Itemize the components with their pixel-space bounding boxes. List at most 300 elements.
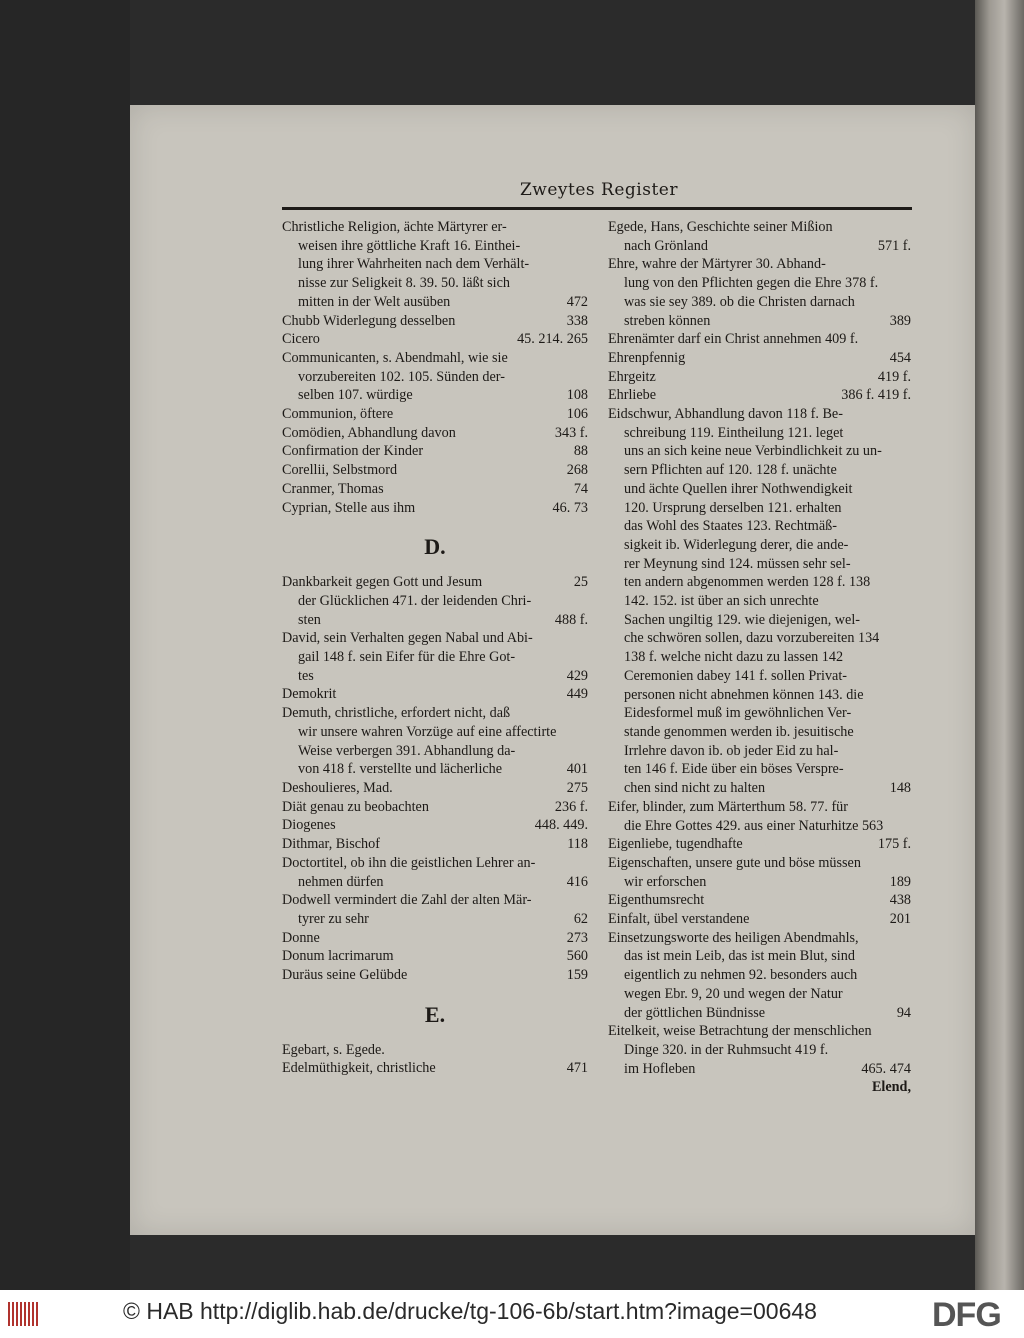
entry-text: Christliche Religion, ächte Märtyrer er-: [282, 219, 507, 235]
page-reference: [905, 966, 911, 985]
entry-text: Ehrgeitz: [608, 368, 656, 385]
entry-continuation-line: [608, 274, 911, 293]
page-reference: [905, 1041, 911, 1060]
entry-continuation-line: [608, 873, 911, 892]
entry-headword-line: [282, 330, 588, 349]
entry-headword-line: [608, 1022, 911, 1041]
page-reference: [905, 686, 911, 705]
entry-text: Donne: [282, 929, 320, 946]
page-reference: [582, 349, 588, 368]
entry-text: 138 f. welche nicht dazu zu lassen 142: [624, 649, 844, 666]
entry-headword-line: [282, 835, 588, 854]
entry-text: wegen Ebr. 9, 20 und wegen der Natur: [624, 985, 843, 1002]
page-reference: [582, 592, 588, 611]
entry-continuation-line: [608, 742, 911, 761]
index-entry: [282, 816, 588, 835]
entry-headword-line: [282, 461, 588, 480]
entry-headword-line: [282, 966, 588, 985]
entry-continuation-line: [608, 723, 911, 742]
page-reference: [905, 274, 911, 293]
entry-headword-line: [282, 891, 588, 910]
index-entry: [608, 368, 911, 387]
page-reference: [905, 985, 911, 1004]
entry-text: weisen ihre göttliche Kraft 16. Einthei-: [298, 237, 521, 254]
page-reference: [582, 854, 588, 873]
page-reference: [905, 817, 911, 836]
entry-text: selben 107. würdige: [298, 387, 413, 404]
entry-continuation-line: [608, 966, 911, 985]
index-entry: [282, 798, 588, 817]
page-reference: [905, 667, 911, 686]
index-entry: [608, 891, 911, 910]
entry-text: sigkeit ib. Widerlegung derer, die ande-: [624, 536, 849, 553]
page-reference: [582, 648, 588, 667]
section-letter: D.: [424, 534, 446, 560]
entry-text: schreibung 119. Eintheilung 121. leget: [624, 424, 844, 441]
page-reference: [905, 499, 911, 518]
page-reference: 268: [566, 462, 588, 479]
running-head: Zweytes Register: [520, 180, 678, 200]
entry-headword-line: [282, 573, 588, 592]
page-reference: 343 f.: [554, 424, 588, 441]
entry-continuation-line: [608, 686, 911, 705]
page-reference: 386 f. 419 f.: [841, 387, 911, 404]
page-reference: 148: [889, 780, 911, 797]
index-entry: [282, 480, 588, 499]
page-reference: 201: [889, 911, 911, 928]
page-reference: 275: [566, 779, 588, 796]
page-reference: [905, 611, 911, 630]
page-reference: 416: [566, 873, 588, 890]
index-entry: [282, 312, 588, 331]
page-reference: [905, 929, 911, 948]
entry-continuation-line: [282, 611, 588, 630]
entry-text: Communion, öftere: [282, 406, 394, 423]
entry-headword-line: [608, 255, 911, 274]
entry-continuation-line: [608, 442, 911, 461]
entry-text: wir erforschen: [624, 873, 707, 890]
entry-text: lung von den Pflichten gegen die Ehre 378 f.: [624, 275, 879, 292]
page-reference: 189: [889, 873, 911, 890]
page-reference: [905, 555, 911, 574]
index-column-left: [282, 218, 588, 1078]
entry-text: Eidesformel muß im gewöhnlichen Ver-: [624, 705, 852, 722]
entry-text: nehmen dürfen: [298, 873, 384, 890]
entry-text: Ehrenpfennig: [608, 349, 686, 366]
entry-text: Dodwell vermindert die Zahl der alten Mär-: [282, 892, 532, 909]
index-entry: [282, 966, 588, 985]
entry-text: stande genommen werden ib. jesuitische: [624, 723, 854, 740]
entry-text: sten: [298, 611, 321, 628]
page-reference: 108: [566, 387, 588, 404]
entry-text: David, sein Verhalten gegen Nabal und Abi-: [282, 630, 533, 647]
entry-text: ten andern abgenommen werden 128 f. 138: [624, 574, 871, 591]
entry-continuation-line: [608, 424, 911, 443]
index-entry: [282, 704, 588, 779]
page-reference: 25: [573, 574, 588, 591]
header-rule: [282, 207, 912, 210]
entry-continuation-line: [608, 461, 911, 480]
entry-headword-line: [282, 480, 588, 499]
page-reference: [582, 723, 588, 742]
entry-continuation-line: [608, 611, 911, 630]
entry-continuation-line: [608, 536, 911, 555]
index-entry: [282, 1041, 588, 1060]
entry-text: Cyprian, Stelle aus ihm: [282, 499, 416, 516]
page-reference: [905, 218, 911, 237]
entry-text: ten 146 f. Eide über ein böses Verspre-: [624, 761, 844, 778]
page-reference: [905, 854, 911, 873]
entry-headword-line: [282, 629, 588, 648]
entry-text: Cranmer, Thomas: [282, 480, 384, 497]
index-entry: [282, 461, 588, 480]
page-reference: 273: [566, 929, 588, 946]
entry-text: 142. 152. ist über an sich unrechte: [624, 593, 819, 610]
entry-continuation-line: [608, 947, 911, 966]
page-reference: 448. 449.: [534, 817, 588, 834]
entry-headword-line: [282, 1041, 588, 1060]
page-reference: [905, 536, 911, 555]
page-reference: 438: [889, 892, 911, 909]
entry-continuation-line: [282, 873, 588, 892]
entry-text: Communicanten, s. Abendmahl, wie sie: [282, 349, 508, 366]
entry-text: Eigenliebe, tugendhafte: [608, 836, 743, 853]
index-entry: [282, 218, 588, 312]
entry-headword-line: [282, 947, 588, 966]
page-reference: 74: [573, 480, 588, 497]
entry-text: Donum lacrimarum: [282, 948, 394, 965]
page-reference: [582, 891, 588, 910]
page-reference: [582, 255, 588, 274]
entry-text: Confirmation der Kinder: [282, 443, 424, 460]
page-reference: [905, 293, 911, 312]
page-reference: [905, 480, 911, 499]
entry-headword-line: [282, 499, 588, 518]
entry-headword-line: [282, 1059, 588, 1078]
page-reference: 560: [566, 948, 588, 965]
entry-continuation-line: [608, 555, 911, 574]
entry-text: nisse zur Seligkeit 8. 39. 50. läßt sich: [298, 275, 510, 292]
entry-text: Einsetzungsworte des heiligen Abendmahls,: [608, 929, 859, 946]
page-reference: [582, 368, 588, 387]
page-reference: [905, 629, 911, 648]
entry-continuation-line: [282, 255, 588, 274]
entry-text: tyrer zu sehr: [298, 910, 369, 927]
entry-text: Egede, Hans, Geschichte seiner Mißion: [608, 219, 833, 235]
entry-headword-line: [608, 330, 911, 349]
page-reference: [905, 742, 911, 761]
entry-text: gail 148 f. sein Eifer für die Ehre Got-: [298, 649, 516, 666]
index-entry: [282, 685, 588, 704]
index-entry: [282, 499, 588, 518]
entry-headword-line: [608, 854, 911, 873]
entry-text: Ehre, wahre der Märtyrer 30. Abhand-: [608, 256, 826, 273]
entry-continuation-line: [608, 704, 911, 723]
entry-text: Chubb Widerlegung desselben: [282, 312, 456, 329]
entry-text: Demokrit: [282, 686, 337, 703]
page-reference: [582, 629, 588, 648]
index-entry: [282, 854, 588, 891]
page-reference: [905, 947, 911, 966]
entry-continuation-line: [282, 386, 588, 405]
entry-continuation-line: [608, 1004, 911, 1023]
entry-continuation-line: [608, 517, 911, 536]
entry-text: Ehrenämter darf ein Christ annehmen 409 f.: [608, 331, 859, 348]
entry-text: das ist mein Leib, das ist mein Blut, sind: [624, 948, 855, 965]
entry-headword-line: [608, 891, 911, 910]
page-reference: 471: [566, 1060, 588, 1077]
hab-logo-icon: [8, 1302, 42, 1326]
page-reference: 465. 474: [861, 1060, 911, 1077]
entry-text: Ceremonien dabey 141 f. sollen Privat-: [624, 667, 848, 684]
entry-text: die Ehre Gottes 429. aus einer Naturhitze 563: [624, 817, 884, 834]
page-reference: 62: [573, 910, 588, 927]
page-reference: 118: [567, 836, 588, 853]
entry-continuation-line: [608, 312, 911, 331]
page-reference: [905, 424, 911, 443]
page-reference: 88: [573, 443, 588, 460]
entry-headword-line: [282, 779, 588, 798]
entry-continuation-line: [608, 1041, 911, 1060]
entry-headword-line: [608, 386, 911, 405]
entry-text: Dithmar, Bischof: [282, 836, 380, 853]
entry-headword-line: [282, 442, 588, 461]
entry-headword-line: [282, 349, 588, 368]
entry-continuation-line: [282, 274, 588, 293]
page-reference: 454: [889, 349, 911, 366]
index-entry: [608, 218, 911, 255]
page-reference: [905, 704, 911, 723]
entry-text: chen sind nicht zu halten: [624, 780, 766, 797]
entry-headword-line: [608, 910, 911, 929]
scan-background-left: [0, 0, 130, 1290]
page-reference: [905, 442, 911, 461]
index-entry: [282, 349, 588, 405]
entry-text: 120. Ursprung derselben 121. erhalten: [624, 499, 842, 516]
index-entry: [608, 929, 911, 1023]
index-entry: [608, 255, 911, 330]
entry-headword-line: [282, 798, 588, 817]
source-credit[interactable]: © HAB http://diglib.hab.de/drucke/tg-106-6b/start.htm?image=00648: [123, 1298, 817, 1324]
entry-continuation-line: [608, 293, 911, 312]
index-entry: [608, 330, 911, 349]
entry-text: eigentlich zu nehmen 92. besonders auch: [624, 967, 858, 984]
entry-headword-line: [608, 835, 911, 854]
page-reference: [905, 723, 911, 742]
index-entry: [282, 573, 588, 629]
entry-continuation-line: [282, 760, 588, 779]
entry-headword-line: [282, 405, 588, 424]
index-entry: [282, 947, 588, 966]
index-entry: [282, 929, 588, 948]
entry-headword-line: [282, 424, 588, 443]
index-entry: [608, 405, 911, 798]
page-reference: [905, 1022, 911, 1041]
entry-text: von 418 f. verstellte und lächerliche: [298, 761, 503, 778]
entry-text: Demuth, christliche, erfordert nicht, daß: [282, 705, 511, 722]
entry-text: Duräus seine Gelübde: [282, 967, 408, 984]
page-reference: [905, 760, 911, 779]
entry-text: Eifer, blinder, zum Märterthum 58. 77. für: [608, 798, 848, 815]
entry-continuation-line: [282, 368, 588, 387]
entry-headword-line: [282, 929, 588, 948]
entry-headword-line: [282, 312, 588, 331]
index-entry: [282, 442, 588, 461]
page-reference: 488 f.: [554, 611, 588, 628]
entry-headword-line: [282, 816, 588, 835]
entry-text: Ehrliebe: [608, 387, 657, 404]
page-reference: [582, 742, 588, 761]
page-reference: [582, 1041, 588, 1060]
index-entry: [608, 910, 911, 929]
index-entry: [282, 1059, 588, 1078]
entry-text: der Glücklichen 471. der leidenden Chri-: [298, 592, 532, 609]
entry-continuation-line: [608, 779, 911, 798]
page-reference: [905, 330, 911, 349]
index-entry: [608, 835, 911, 854]
page-reference: [905, 517, 911, 536]
entry-continuation-line: [282, 910, 588, 929]
page-reference: [582, 274, 588, 293]
entry-continuation-line: [282, 237, 588, 256]
entry-text: wir unsere wahren Vorzüge auf eine affectirte: [298, 723, 557, 740]
entry-text: Edelmüthigkeit, christliche: [282, 1060, 436, 1077]
entry-text: uns an sich keine neue Verbindlichkeit zu un-: [624, 443, 882, 460]
entry-headword-line: [608, 368, 911, 387]
index-entry: [282, 779, 588, 798]
page-reference: [582, 237, 588, 256]
entry-text: Eigenschaften, unsere gute und böse müssen: [608, 854, 861, 871]
page-reference: [905, 648, 911, 667]
entry-continuation-line: [282, 742, 588, 761]
entry-text: rer Meynung sind 124. müssen sehr sel-: [624, 555, 851, 572]
entry-continuation-line: [608, 592, 911, 611]
page-reference: [905, 255, 911, 274]
page-reference: 429: [566, 667, 588, 684]
entry-continuation-line: [608, 1060, 911, 1079]
page-reference: 419 f.: [877, 368, 911, 385]
entry-text: der göttlichen Bündnisse: [624, 1004, 766, 1021]
page-reference: 236 f.: [554, 798, 588, 815]
entry-text: tes: [298, 667, 314, 684]
entry-text: Diät genau zu beobachten: [282, 798, 429, 815]
entry-continuation-line: [608, 760, 911, 779]
entry-continuation-line: [608, 237, 911, 256]
entry-continuation-line: [608, 667, 911, 686]
entry-text: personen nicht abnehmen können 143. die: [624, 686, 864, 703]
entry-continuation-line: [608, 480, 911, 499]
entry-headword-line: [608, 798, 911, 817]
entry-continuation-line: [282, 592, 588, 611]
page-reference: 46. 73: [552, 499, 588, 516]
entry-continuation-line: [608, 817, 911, 836]
entry-headword-line: [608, 218, 911, 237]
page-reference: [582, 218, 588, 237]
entry-text: Egebart, s. Egede.: [282, 1041, 385, 1058]
entry-text: Deshoulieres, Mad.: [282, 779, 393, 796]
page-reference: 338: [566, 312, 588, 329]
entry-text: und ächte Quellen ihrer Nothwendigkeit: [624, 480, 853, 497]
entry-text: Irrlehre davon ib. ob jeder Eid zu hal-: [624, 742, 839, 759]
page-reference: 45. 214. 265: [517, 331, 588, 348]
entry-continuation-line: [608, 629, 911, 648]
entry-text: Eigenthumsrecht: [608, 892, 705, 909]
entry-text: Cicero: [282, 331, 320, 348]
entry-text: vorzubereiten 102. 105. Sünden der-: [298, 368, 505, 385]
entry-continuation-line: [608, 985, 911, 1004]
entry-headword-line: [608, 349, 911, 368]
page-reference: 106: [566, 406, 588, 423]
adjacent-page-edge: [975, 0, 1024, 1290]
page-reference: [905, 405, 911, 424]
index-entry: [608, 798, 911, 835]
entry-text: Diogenes: [282, 817, 336, 834]
entry-text: was sie sey 389. ob die Christen darnach: [624, 293, 855, 310]
page-reference: 94: [896, 1004, 911, 1021]
entry-text: sern Pflichten auf 120. 128 f. unächte: [624, 462, 837, 479]
entry-text: Weise verbergen 391. Abhandlung da-: [298, 742, 516, 759]
entry-text: das Wohl des Staates 123. Rechtmäß-: [624, 518, 837, 535]
page-reference: 571 f.: [877, 237, 911, 254]
entry-text: Sachen ungiltig 129. wie diejenigen, wel-: [624, 611, 861, 628]
index-column-right: [608, 218, 911, 1097]
page-reference: [905, 573, 911, 592]
entry-continuation-line: [608, 573, 911, 592]
entry-continuation-line: [608, 499, 911, 518]
entry-text: Einfalt, übel verstandene: [608, 911, 750, 928]
entry-text: Eitelkeit, weise Betrachtung der menschlichen: [608, 1023, 872, 1040]
dfg-logo: DFG: [932, 1296, 1001, 1334]
index-entry: [282, 629, 588, 685]
entry-continuation-line: [282, 648, 588, 667]
index-entry: [608, 854, 911, 891]
index-entry: [282, 835, 588, 854]
index-entry: [282, 405, 588, 424]
page-reference: 449: [566, 686, 588, 703]
index-entry: [608, 1022, 911, 1078]
page-reference: 159: [566, 967, 588, 984]
page-reference: 401: [566, 761, 588, 778]
entry-text: Comödien, Abhandlung davon: [282, 424, 456, 441]
entry-text: lung ihrer Wahrheiten nach dem Verhält-: [298, 256, 530, 273]
entry-headword-line: [282, 704, 588, 723]
section-letter: E.: [424, 1001, 446, 1027]
entry-headword-line: [608, 405, 911, 424]
page-reference: [582, 704, 588, 723]
entry-text: Corellii, Selbstmord: [282, 462, 398, 479]
index-entry: [282, 330, 588, 349]
entry-text: nach Grönland: [624, 237, 708, 254]
entry-headword-line: [608, 929, 911, 948]
entry-continuation-line: [608, 648, 911, 667]
entry-text: Dankbarkeit gegen Gott und Jesum: [282, 574, 483, 591]
entry-text: Eidschwur, Abhandlung davon 118 f. Be-: [608, 406, 843, 423]
entry-continuation-line: [282, 723, 588, 742]
entry-headword-line: [282, 854, 588, 873]
entry-text: mitten in der Welt ausüben: [298, 293, 451, 310]
page-reference: [905, 461, 911, 480]
entry-headword-line: [282, 685, 588, 704]
footer-bar: [0, 1290, 1024, 1338]
index-entry: [282, 424, 588, 443]
index-entry: [608, 349, 911, 368]
page-reference: [905, 592, 911, 611]
index-entry: [282, 891, 588, 928]
entry-text: Doctortitel, ob ihn die geistlichen Lehrer an-: [282, 854, 536, 871]
page-reference: 472: [566, 293, 588, 310]
entry-text: che schwören sollen, dazu vorzubereiten 134: [624, 630, 880, 647]
entry-continuation-line: [282, 667, 588, 686]
